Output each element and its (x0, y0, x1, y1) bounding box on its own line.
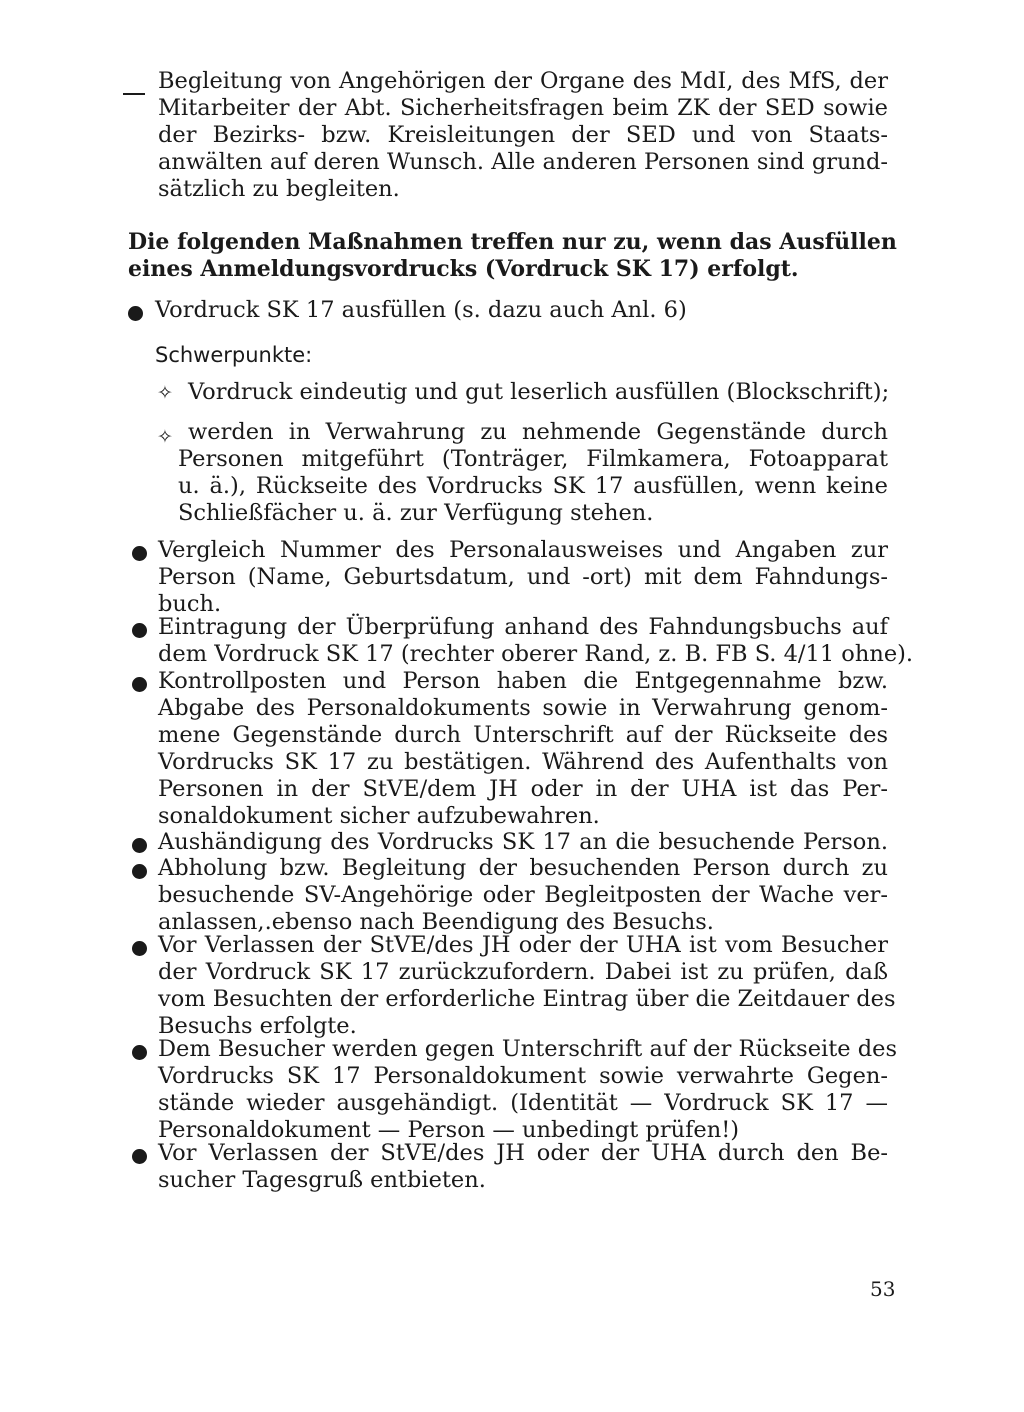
focus-label: Schwerpunkte: (155, 343, 313, 367)
text-line: Vordrucks SK 17 Personaldokument sowie verwahrte Gegen- (158, 1063, 888, 1089)
heading-line: Die folgenden Maßnahmen treffen nur zu, wenn das Ausfüllen (128, 229, 897, 255)
text-line: sätzlich zu begleiten. (158, 176, 400, 202)
text-line: Eintragung der Überprüfung anhand des Fahndungsbuchs auf (158, 614, 888, 640)
text-line: mene Gegenstände durch Unterschrift auf der Rückseite des (158, 722, 888, 748)
bullet-icon (132, 838, 147, 853)
bullet-icon (132, 1149, 147, 1164)
text-line: Begleitung von Angehörigen der Organe des MdI, des MfS, der (158, 68, 888, 94)
bullet-icon (128, 306, 143, 321)
bullet-icon (132, 1045, 147, 1060)
text-line: dem Vordruck SK 17 (rechter oberer Rand, z. B. FB S. 4/11 ohne). (158, 641, 914, 667)
text-line: Personaldokument — Person — unbedingt prüfen!) (158, 1117, 740, 1143)
text-line: Schließfächer u. ä. zur Verfügung stehen. (178, 500, 654, 526)
text-line: sonaldokument sicher aufzubewahren. (158, 803, 600, 829)
text-line: Vor Verlassen der StVE/des JH oder der UHA ist vom Besucher (158, 932, 888, 958)
text-line: Aushändigung des Vordrucks SK 17 an die besuchende Person. (158, 829, 888, 855)
text-line: besuchende SV-Angehörige oder Begleitposten der Wache ver- (158, 882, 888, 908)
text-line: Vor Verlassen der StVE/des JH oder der UHA durch den Be- (158, 1140, 888, 1166)
text-line: stände wieder ausgehändigt. (Identität — Vordruck SK 17 — (158, 1090, 888, 1116)
text-line: anlassen,.ebenso nach Beendigung des Besuchs. (158, 909, 714, 935)
bullet-icon (132, 677, 147, 692)
bullet-icon (132, 623, 147, 638)
bullet-icon (132, 941, 147, 956)
text-line: sucher Tagesgruß entbieten. (158, 1167, 486, 1193)
text-line: Abholung bzw. Begleitung der besuchenden Person durch zu (158, 855, 888, 881)
bullet-icon (132, 864, 147, 879)
text-line: buch. (158, 591, 222, 617)
bullet-icon (132, 546, 147, 561)
diamond-icon: ✧ (157, 426, 173, 448)
text-line: vom Besuchten der erforderliche Eintrag über die Zeitdauer des (158, 986, 896, 1012)
text-line: Vordruck SK 17 ausfüllen (s. dazu auch Anl. 6) (155, 297, 687, 323)
text-line: Person (Name, Geburtsdatum, und -ort) mit dem Fahndungs- (158, 564, 888, 590)
text-line: werden in Verwahrung zu nehmende Gegenstände durch (188, 419, 888, 445)
text-line: Besuchs erfolgte. (158, 1013, 357, 1039)
text-line: der Bezirks- bzw. Kreisleitungen der SED und von Staats- (158, 122, 888, 148)
text-line: Abgabe des Personaldokuments sowie in Verwahrung genom- (158, 695, 888, 721)
text-line: Vordruck eindeutig und gut leserlich ausfüllen (Blockschrift); (188, 379, 890, 405)
text-line: der Vordruck SK 17 zurückzufordern. Dabei ist zu prüfen, daß (158, 959, 888, 985)
page-number: 53 (870, 1277, 896, 1301)
dash-marker (123, 93, 145, 95)
text-line: Kontrollposten und Person haben die Entgegennahme bzw. (158, 668, 888, 694)
text-line: Mitarbeiter der Abt. Sicherheitsfragen beim ZK der SED sowie (158, 95, 888, 121)
text-line: u. ä.), Rückseite des Vordrucks SK 17 ausfüllen, wenn keine (178, 473, 888, 499)
heading-line: eines Anmeldungsvordrucks (Vordruck SK 17) erfolgt. (128, 256, 799, 282)
text-line: Vergleich Nummer des Personalausweises und Angaben zur (158, 537, 888, 563)
text-line: Dem Besucher werden gegen Unterschrift auf der Rückseite des (158, 1036, 898, 1062)
text-line: Vordrucks SK 17 zu bestätigen. Während des Aufenthalts von (158, 749, 888, 775)
text-line: Personen mitgeführt (Tonträger, Filmkamera, Fotoapparat (178, 446, 888, 472)
diamond-icon: ✧ (157, 382, 173, 404)
text-line: Personen in der StVE/dem JH oder in der UHA ist das Per- (158, 776, 888, 802)
text-line: anwälten auf deren Wunsch. Alle anderen Personen sind grund- (158, 149, 888, 175)
